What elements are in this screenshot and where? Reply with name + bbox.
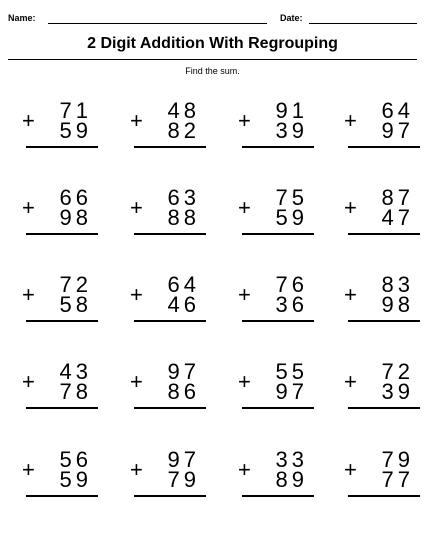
top-addend: 64 (381, 98, 414, 123)
answer-line[interactable] (134, 233, 206, 235)
top-addend: 87 (381, 185, 414, 210)
worksheet-title: 2 Digit Addition With Regrouping (87, 35, 338, 52)
addition-problem (130, 100, 200, 160)
bottom-addend: 59 (59, 467, 92, 492)
title-divider (8, 59, 417, 60)
bottom-addend: 47 (381, 205, 414, 230)
bottom-addend: 86 (167, 379, 200, 404)
addition-problem (130, 449, 200, 509)
bottom-addend: 39 (381, 379, 414, 404)
date-label: Date: (280, 13, 303, 23)
top-addend: 83 (381, 272, 414, 297)
addition-problem (238, 449, 308, 509)
addition-problem (344, 449, 414, 509)
bottom-addend: 36 (275, 292, 308, 317)
answer-line[interactable] (26, 320, 98, 322)
top-addend: 56 (59, 447, 92, 472)
top-addend: 66 (59, 185, 92, 210)
plus-sign: + (238, 108, 251, 133)
top-addend: 33 (275, 447, 308, 472)
addition-problem (238, 274, 308, 334)
addition-problem (344, 361, 414, 421)
answer-line[interactable] (242, 495, 314, 497)
addition-problem (22, 187, 92, 247)
answer-line[interactable] (348, 233, 420, 235)
addition-problem (344, 274, 414, 334)
plus-sign: + (238, 369, 251, 394)
plus-sign: + (22, 369, 35, 394)
bottom-addend: 59 (59, 118, 92, 143)
bottom-addend: 89 (275, 467, 308, 492)
top-addend: 72 (59, 272, 92, 297)
top-addend: 43 (59, 359, 92, 384)
answer-line[interactable] (134, 407, 206, 409)
top-addend: 48 (167, 98, 200, 123)
plus-sign: + (130, 457, 143, 482)
plus-sign: + (22, 457, 35, 482)
top-addend: 63 (167, 185, 200, 210)
addition-problem (130, 361, 200, 421)
plus-sign: + (344, 457, 357, 482)
plus-sign: + (238, 282, 251, 307)
plus-sign: + (238, 195, 251, 220)
answer-line[interactable] (134, 146, 206, 148)
plus-sign: + (344, 282, 357, 307)
answer-line[interactable] (242, 233, 314, 235)
bottom-addend: 98 (59, 205, 92, 230)
answer-line[interactable] (242, 146, 314, 148)
name-label: Name: (8, 13, 36, 23)
addition-problem (22, 100, 92, 160)
plus-sign: + (22, 108, 35, 133)
answer-line[interactable] (348, 495, 420, 497)
plus-sign: + (22, 282, 35, 307)
plus-sign: + (130, 108, 143, 133)
top-addend: 91 (275, 98, 308, 123)
addition-problem (130, 187, 200, 247)
bottom-addend: 58 (59, 292, 92, 317)
answer-line[interactable] (348, 407, 420, 409)
answer-line[interactable] (242, 407, 314, 409)
addition-problem (344, 100, 414, 160)
answer-line[interactable] (134, 495, 206, 497)
bottom-addend: 77 (381, 467, 414, 492)
plus-sign: + (238, 457, 251, 482)
bottom-addend: 98 (381, 292, 414, 317)
bottom-addend: 79 (167, 467, 200, 492)
bottom-addend: 78 (59, 379, 92, 404)
plus-sign: + (344, 369, 357, 394)
top-addend: 76 (275, 272, 308, 297)
date-field[interactable] (309, 23, 417, 24)
addition-problem (238, 100, 308, 160)
top-addend: 97 (167, 447, 200, 472)
addition-problem (22, 274, 92, 334)
bottom-addend: 88 (167, 205, 200, 230)
addition-problem (22, 361, 92, 421)
plus-sign: + (22, 195, 35, 220)
answer-line[interactable] (348, 146, 420, 148)
top-addend: 72 (381, 359, 414, 384)
answer-line[interactable] (26, 233, 98, 235)
answer-line[interactable] (134, 320, 206, 322)
answer-line[interactable] (348, 320, 420, 322)
plus-sign: + (130, 195, 143, 220)
plus-sign: + (130, 282, 143, 307)
name-field[interactable] (48, 23, 267, 24)
addition-problem (238, 187, 308, 247)
top-addend: 75 (275, 185, 308, 210)
bottom-addend: 59 (275, 205, 308, 230)
answer-line[interactable] (26, 146, 98, 148)
top-addend: 71 (59, 98, 92, 123)
addition-problem (130, 274, 200, 334)
top-addend: 79 (381, 447, 414, 472)
addition-problem (22, 449, 92, 509)
bottom-addend: 46 (167, 292, 200, 317)
plus-sign: + (344, 195, 357, 220)
plus-sign: + (130, 369, 143, 394)
plus-sign: + (344, 108, 357, 133)
bottom-addend: 82 (167, 118, 200, 143)
addition-problem (238, 361, 308, 421)
top-addend: 97 (167, 359, 200, 384)
bottom-addend: 97 (275, 379, 308, 404)
bottom-addend: 97 (381, 118, 414, 143)
top-addend: 55 (275, 359, 308, 384)
instructions: Find the sum. (185, 66, 240, 76)
bottom-addend: 39 (275, 118, 308, 143)
top-addend: 64 (167, 272, 200, 297)
worksheet-header (8, 11, 417, 27)
addition-problem (344, 187, 414, 247)
answer-line[interactable] (26, 407, 98, 409)
answer-line[interactable] (242, 320, 314, 322)
answer-line[interactable] (26, 495, 98, 497)
